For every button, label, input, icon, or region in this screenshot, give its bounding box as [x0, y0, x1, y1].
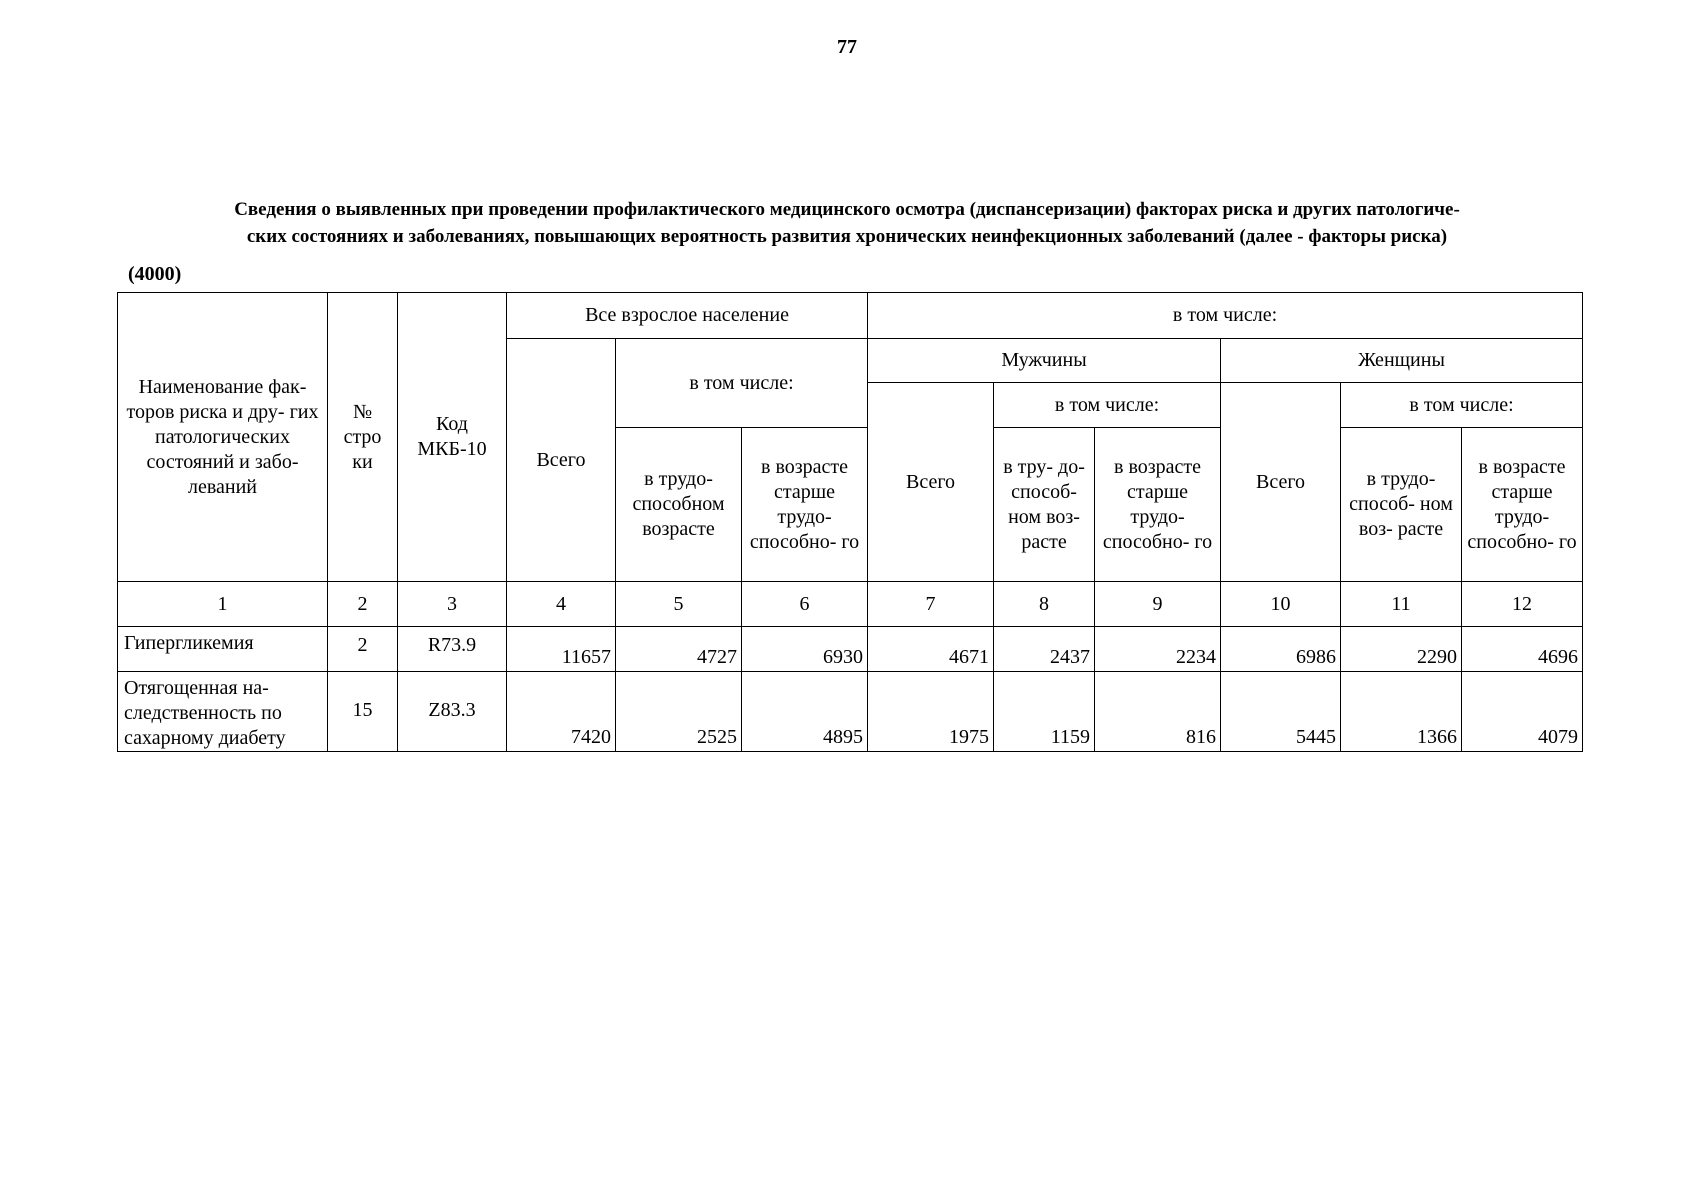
- column-number: 3: [398, 582, 507, 627]
- header-men: Мужчины: [868, 339, 1221, 383]
- header-women-working-age: в трудо- способ- ном воз- расте: [1341, 428, 1462, 582]
- row-icd-code: Z83.3: [398, 672, 507, 752]
- cell-value: 1975: [868, 672, 994, 752]
- header-women-including: в том числе:: [1341, 383, 1583, 428]
- row-icd-code: R73.9: [398, 627, 507, 672]
- cell-value: 7420: [507, 672, 616, 752]
- header-men-older: в возрасте старше трудо- способно- го: [1095, 428, 1221, 582]
- header-women-total: Всего: [1221, 383, 1341, 582]
- cell-value: 11657: [507, 627, 616, 672]
- cell-value: 5445: [1221, 672, 1341, 752]
- cell-value: 2437: [994, 627, 1095, 672]
- cell-value: 2234: [1095, 627, 1221, 672]
- cell-value: 1159: [994, 672, 1095, 752]
- header-men-including: в том числе:: [994, 383, 1221, 428]
- header-icd-code: Код МКБ-10: [398, 293, 507, 582]
- header-name: Наименование фак- торов риска и дру- гих патологических состояний и забо- леваний: [118, 293, 328, 582]
- title-line-1: Сведения о выявленных при проведении профилактического медицинского осмотра (диспансеризации) факторах риска и других патологиче-: [234, 199, 1460, 220]
- header-all-total: Всего: [507, 339, 616, 582]
- table-row: [118, 672, 1583, 752]
- header-women: Женщины: [1221, 339, 1583, 383]
- header-including-top: в том числе:: [868, 293, 1583, 339]
- header-men-total: Всего: [868, 383, 994, 582]
- cell-value: 4727: [616, 627, 742, 672]
- column-number: 1: [118, 582, 328, 627]
- cell-value: 4671: [868, 627, 994, 672]
- document-title: [124, 196, 1570, 250]
- column-number: 11: [1341, 582, 1462, 627]
- cell-value: 4895: [742, 672, 868, 752]
- header-line-no: № стро ки: [328, 293, 398, 582]
- column-number: 6: [742, 582, 868, 627]
- cell-value: 1366: [1341, 672, 1462, 752]
- column-number: 4: [507, 582, 616, 627]
- table-row: [118, 627, 1583, 672]
- header-men-working-age: в тру- до- способ- ном воз- расте: [994, 428, 1095, 582]
- risk-factors-table: [117, 292, 1583, 752]
- cell-value: 2290: [1341, 627, 1462, 672]
- page-number: 77: [837, 36, 857, 58]
- header-all-older: в возрасте старше трудо- способно- го: [742, 428, 868, 582]
- header-all-working-age: в трудо- способном возрасте: [616, 428, 742, 582]
- column-number: 2: [328, 582, 398, 627]
- column-number: 5: [616, 582, 742, 627]
- header-all-adults: Все взрослое население: [507, 293, 868, 339]
- column-number: 10: [1221, 582, 1341, 627]
- cell-value: 4079: [1462, 672, 1583, 752]
- header-women-older: в возрасте старше трудо- способно- го: [1462, 428, 1583, 582]
- table-code: (4000): [128, 263, 182, 285]
- column-number: 8: [994, 582, 1095, 627]
- column-number: 9: [1095, 582, 1221, 627]
- cell-value: 816: [1095, 672, 1221, 752]
- row-name: Отягощенная на- следственность по сахарному диабету: [118, 672, 328, 752]
- column-number: 7: [868, 582, 994, 627]
- column-number-row: [118, 582, 1583, 627]
- row-line-no: 15: [328, 672, 398, 752]
- cell-value: 4696: [1462, 627, 1583, 672]
- cell-value: 6930: [742, 627, 868, 672]
- column-number: 12: [1462, 582, 1583, 627]
- cell-value: 2525: [616, 672, 742, 752]
- title-line-2: ских состояниях и заболеваниях, повышающих вероятность развития хронических неинфекционных заболеваний (далее - факторы риска): [246, 226, 1448, 247]
- row-line-no: 2: [328, 627, 398, 672]
- cell-value: 6986: [1221, 627, 1341, 672]
- row-name: Гипергликемия: [118, 627, 328, 672]
- header-all-including: в том числе:: [616, 339, 868, 428]
